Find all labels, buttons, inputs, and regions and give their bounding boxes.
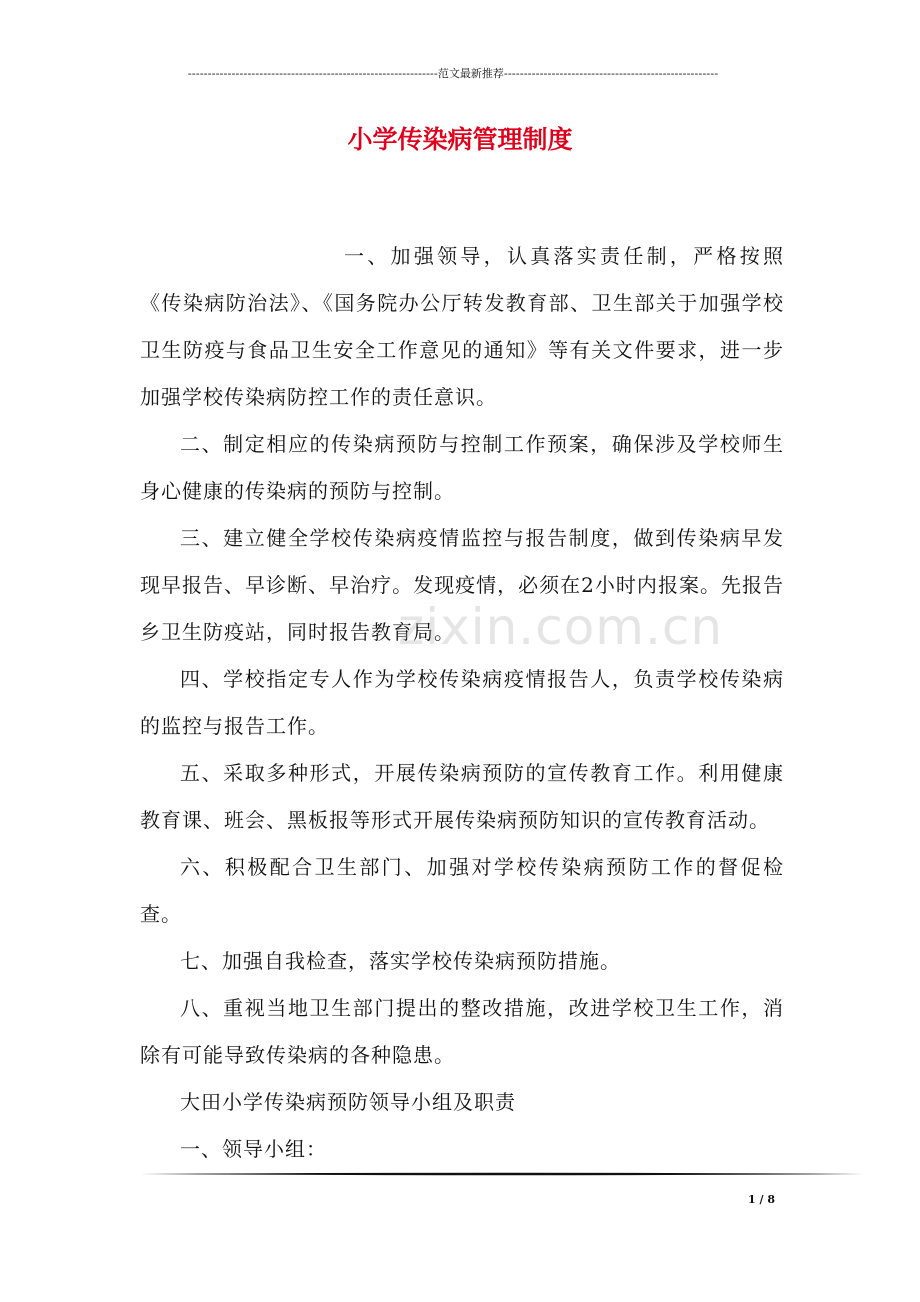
paragraph-7: 七、加强自我检查，落实学校传染病预防措施。 <box>180 949 621 973</box>
header-banner: ---------------------------------------------------------------范文最新推荐------------------------------------------------------ <box>187 67 719 80</box>
document-body <box>140 233 784 1173</box>
page-title: 小学传染病管理制度 <box>347 125 573 154</box>
paragraph-3: 三、建立健全学校传染病疫情监控与报告制度，做到传染病早发现早报告、早诊断、早治疗。发现疫情，必须在2小时内报案。先报告乡卫生防疫站，同时报告教育局。 <box>140 526 784 644</box>
paragraph-1: 一、加强领导，认真落实责任制，严格按照《传染病防治法》、《国务院办公厅转发教育部、卫生部关于加强学校卫生防疫与食品卫生安全工作意见的通知》等有关文件要求，进一步加强学校传染病防控工作的责任意识。 <box>140 244 784 409</box>
paragraph-6: 六、积极配合卫生部门、加强对学校传染病预防工作的督促检查。 <box>140 855 784 926</box>
paragraph-5: 五、采取多种形式，开展传染病预防的宣传教育工作。利用健康教育课、班会、黑板报等形式开展传染病预防知识的宣传教育活动。 <box>140 761 784 832</box>
section-heading: 大田小学传染病预防领导小组及职责 <box>180 1090 516 1114</box>
paragraph-4: 四、学校指定专人作为学校传染病疫情报告人，负责学校传染病的监控与报告工作。 <box>140 667 784 738</box>
watermark-text: zixin.com.cn <box>398 598 724 656</box>
paragraph-2: 二、制定相应的传染病预防与控制工作预案，确保涉及学校师生身心健康的传染病的预防与控制。 <box>140 432 784 503</box>
footer-divider <box>140 1172 864 1176</box>
page-number: 1 / 8 <box>748 1193 775 1206</box>
paragraph-8: 八、重视当地卫生部门提出的整改措施，改进学校卫生工作，消除有可能导致传染病的各种隐患。 <box>140 996 784 1067</box>
subsection-heading: 一、领导小组： <box>180 1137 327 1161</box>
